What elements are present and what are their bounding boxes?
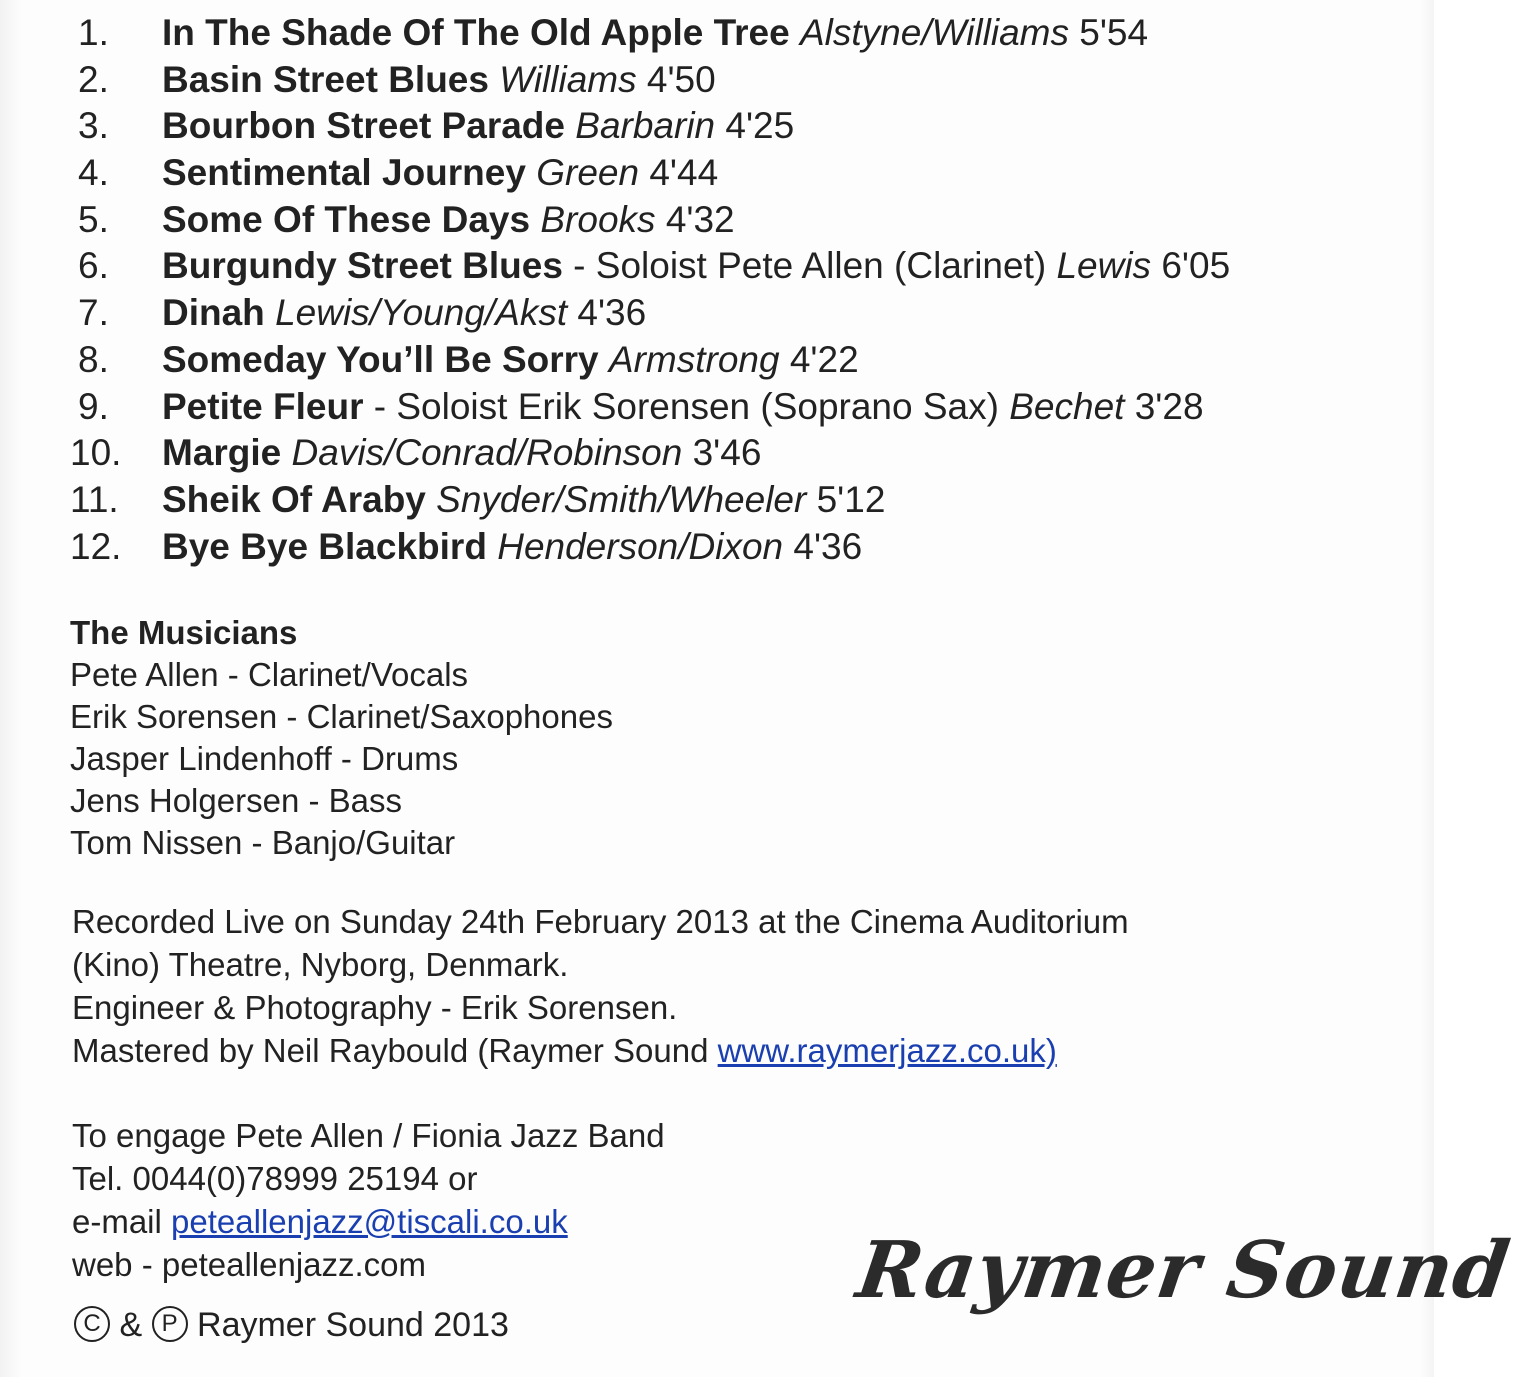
track-number: 1. — [78, 12, 109, 53]
track-duration: 5'12 — [816, 478, 886, 520]
musician-entry: Jasper Lindenhoff - Drums — [70, 740, 459, 777]
web-line: web - peteallenjazz.com — [72, 1246, 427, 1283]
ampersand: & — [110, 1306, 152, 1344]
track-soloist: - Soloist Pete Allen (Clarinet) — [562, 245, 1047, 287]
track-composer: Brooks — [540, 198, 656, 240]
track-duration: 4'50 — [646, 58, 716, 100]
musicians-heading: The Musicians — [70, 614, 298, 651]
copyright-line — [74, 1303, 509, 1347]
track-composer: Green — [536, 152, 640, 194]
track-number: 10. — [70, 432, 122, 474]
track-details — [162, 337, 859, 384]
track-row — [70, 243, 1410, 290]
track-number: 5. — [78, 198, 109, 240]
track-details — [162, 103, 794, 150]
track-details — [162, 477, 885, 524]
raymerjazz-link[interactable]: www.raymerjazz.co.uk) — [717, 1032, 1057, 1069]
track-composer: Lewis — [1056, 245, 1152, 287]
track-row — [70, 430, 1410, 477]
musician-entry: Pete Allen - Clarinet/Vocals — [70, 656, 469, 693]
track-composer: Williams — [499, 58, 637, 100]
track-number: 9. — [78, 385, 109, 427]
track-composer: Snyder/Smith/Wheeler — [436, 478, 807, 520]
musician-entry: Tom Nissen - Banjo/Guitar — [70, 824, 456, 861]
track-details — [162, 57, 716, 104]
musician-entry: Jens Holgersen - Bass — [70, 782, 402, 819]
track-row — [70, 290, 1410, 337]
recording-notes — [72, 900, 1129, 1072]
track-details — [162, 384, 1204, 431]
musician-entry: Erik Sorensen - Clarinet/Saxophones — [70, 698, 613, 735]
track-number: 6. — [78, 245, 109, 287]
track-row — [70, 524, 1410, 571]
track-number: 2. — [78, 58, 109, 100]
track-composer: Henderson/Dixon — [497, 525, 784, 567]
recorded-line: Recorded Live on Sunday 24th February 2013 at the Cinema Auditorium — [72, 903, 1129, 940]
track-number: 7. — [78, 292, 109, 334]
track-duration: 5'54 — [1079, 12, 1149, 53]
track-title: Bourbon Street Parade — [162, 105, 565, 147]
track-duration: 3'28 — [1134, 385, 1204, 427]
track-row — [70, 57, 1410, 104]
track-title: Dinah — [162, 292, 265, 334]
track-title: Someday You’ll Be Sorry — [162, 338, 599, 380]
email-line — [72, 1200, 665, 1243]
track-title: Sheik Of Araby — [162, 478, 426, 520]
engage-line: To engage Pete Allen / Fionia Jazz Band — [72, 1117, 665, 1154]
track-duration: 4'25 — [725, 105, 795, 147]
copyright-icon: C — [74, 1306, 110, 1342]
email-link[interactable]: peteallenjazz@tiscali.co.uk — [171, 1203, 568, 1240]
contact-section — [72, 1114, 665, 1286]
engineer-credit: Engineer & Photography - Erik Sorensen. — [72, 989, 678, 1026]
track-title: Bye Bye Blackbird — [162, 525, 487, 567]
track-details — [162, 290, 646, 337]
track-number: 11. — [70, 478, 119, 520]
track-row — [70, 103, 1410, 150]
track-row — [70, 337, 1410, 384]
track-composer: Alstyne/Williams — [800, 12, 1069, 53]
track-composer: Bechet — [1009, 385, 1125, 427]
recorded-line: (Kino) Theatre, Nyborg, Denmark. — [72, 946, 569, 983]
track-row — [70, 10, 1410, 57]
track-row — [70, 150, 1410, 197]
track-number: 12. — [70, 525, 122, 567]
track-duration: 4'36 — [577, 292, 647, 334]
track-title: Margie — [162, 432, 282, 474]
track-title: Basin Street Blues — [162, 58, 489, 100]
left-edge-shadow — [0, 0, 22, 1377]
phonogram-icon: P — [152, 1306, 188, 1342]
right-edge-shadow — [1420, 0, 1434, 1377]
mastered-credit — [72, 1029, 1129, 1072]
track-title: Some Of These Days — [162, 198, 531, 240]
track-composer: Lewis/Young/Akst — [275, 292, 568, 334]
track-number: 8. — [78, 338, 109, 380]
track-number: 4. — [78, 152, 109, 194]
telephone-line: Tel. 0044(0)78999 25194 or — [72, 1160, 478, 1197]
track-soloist: - Soloist Erik Sorensen (Soprano Sax) — [363, 385, 999, 427]
track-composer: Barbarin — [575, 105, 716, 147]
track-list — [70, 10, 1410, 570]
track-details — [162, 524, 862, 571]
email-prefix: e-mail — [72, 1203, 172, 1240]
copyright-text: Raymer Sound 2013 — [187, 1306, 509, 1344]
track-title: In The Shade Of The Old Apple Tree — [162, 12, 790, 53]
track-details — [162, 243, 1230, 290]
track-duration: 4'22 — [789, 338, 859, 380]
track-details — [162, 430, 761, 477]
track-composer: Davis/Conrad/Robinson — [291, 432, 683, 474]
raymer-sound-logo: Raymer Sound — [851, 1225, 1516, 1316]
track-details — [162, 150, 718, 197]
track-duration: 4'32 — [665, 198, 735, 240]
musicians-section — [70, 612, 613, 864]
track-duration: 4'44 — [649, 152, 719, 194]
track-duration: 4'36 — [793, 525, 863, 567]
track-details — [162, 10, 1148, 57]
track-title: Sentimental Journey — [162, 152, 526, 194]
track-row — [70, 197, 1410, 244]
track-duration: 6'05 — [1161, 245, 1231, 287]
track-number: 3. — [78, 105, 109, 147]
track-row — [70, 477, 1410, 524]
track-composer: Armstrong — [608, 338, 780, 380]
track-title: Burgundy Street Blues — [162, 245, 563, 287]
mastered-prefix: Mastered by Neil Raybould (Raymer Sound — [72, 1032, 718, 1069]
track-duration: 3'46 — [692, 432, 762, 474]
track-details — [162, 197, 735, 244]
track-row — [70, 384, 1410, 431]
track-title: Petite Fleur — [162, 385, 364, 427]
